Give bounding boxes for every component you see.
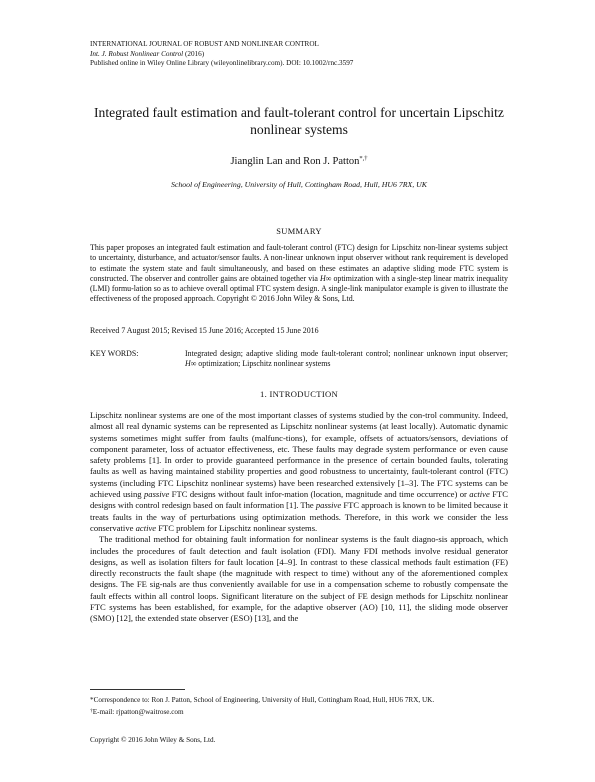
journal-doi-line: Published online in Wiley Online Library (wileyonlinelibrary.com). DOI: 10.1002/rnc.3597 <box>90 59 354 67</box>
section-heading-introduction: 1. INTRODUCTION <box>259 389 339 399</box>
footnote-email <box>90 706 508 718</box>
summary-heading: SUMMARY <box>276 227 322 236</box>
introduction-body <box>90 410 508 625</box>
paper-title: Integrated fault estimation and fault-tolerant control for uncertain Lipschitz nonlinear systems <box>94 105 504 137</box>
intro-p1-passive: passive <box>315 500 342 511</box>
keywords-text <box>185 349 508 370</box>
journal-citation <box>90 50 550 60</box>
summary-part-2: optimization with a single-step linear matrix inequality (LMI) formu-lation so as to achieve overall optimal FTC system design. A single-link manipulator example is given to illustrate the effectiveness of the proposed approach. Copyright © 2016 John Wiley & Sons, Ltd. <box>90 273 508 304</box>
intro-p1-text: FTC approach is known to be limited because it treats faults in the way of perturbations using optimization methods. Therefore, in this work we consider the less conservative <box>90 500 508 533</box>
keywords-hinf-symbol: H∞ <box>185 359 197 369</box>
intro-p1-text: FTC problem for Lipschitz nonlinear systems. <box>156 522 318 533</box>
journal-year: (2016) <box>183 49 205 58</box>
intro-p1-text: FTC designs with control redesign based on fault information [1]. The <box>90 489 508 511</box>
affiliation: School of Engineering, University of Hull, Cottingham Road, Hull, HU6 7RX, UK <box>171 180 427 189</box>
copyright-notice: Copyright © 2016 John Wiley & Sons, Ltd. <box>90 736 216 744</box>
author-names: Jianglin Lan and Ron J. Patton <box>230 156 360 167</box>
footnote-correspondence: *Correspondence to: Ron J. Patton, School of Engineering, University of Hull, Cottingham Road, Hull, HU6 7RX, UK. <box>90 696 435 704</box>
intro-p1-text: FTC designs without fault infor-mation (location, magnitude and time occurrence) or <box>169 489 470 500</box>
intro-paragraph-2: The traditional method for obtaining fault information for nonlinear systems is the fault diagno-sis approach, which includes the procedures of fault detection and fault isolation (FDI). Many FDI methods involve residual generator designs, as well as isolation filters for fault location [4–9]. In contrast to these classical methods fault estimation (FE) directly reconstructs the fault shape (the magnitude with respect to time) without any of the aforementioned complex designs. The FE sig-nals are thus conveniently available for use in a compensation scheme to robustly compensate the fault effects within all control loops. Significant literature on the subject of FE design methods for Lipschitz nonlinear FTC systems has been established, for example, for the adaptive observer (AO) [10, 11], the sliding mode observer (SMO) [12], the extended state observer (ESO) [13], and the <box>90 534 508 624</box>
footnote-email-mark: † <box>90 707 93 714</box>
keywords-part-2: optimization; Lipschitz nonlinear systems <box>196 359 331 369</box>
keywords-part-1: Integrated design; adaptive sliding mode fault-tolerant control; nonlinear unknown input observer; <box>185 349 508 358</box>
received-dates: Received 7 August 2015; Revised 15 June 2016; Accepted 15 June 2016 <box>90 326 319 335</box>
hinf-symbol: H∞ <box>320 273 332 283</box>
footnotes <box>90 695 508 717</box>
journal-header <box>90 40 550 69</box>
footnote-email-text: E-mail: rjpatton@waitrose.com <box>92 707 184 716</box>
summary-part-1: This paper proposes an integrated fault estimation and fault-tolerant control (FTC) design for Lipschitz non-linear systems subject to uncertainty, disturbance, and actuator/sensor faults. A non-linear unknown input observer without rank requirement is developed to estimate the system state and fault simultaneously, and based on these estimates an adaptive sliding mode FTC system is constructed. The observer and controller gains are obtained together via <box>90 243 508 283</box>
footnote-divider <box>90 689 185 690</box>
keywords-label: KEY WORDS: <box>90 349 139 358</box>
journal-name: INTERNATIONAL JOURNAL OF ROBUST AND NONLINEAR CONTROL <box>90 40 319 48</box>
intro-paragraph-1 <box>90 410 508 534</box>
journal-abbrev: Int. J. Robust Nonlinear Control <box>90 49 184 58</box>
author-list <box>90 155 508 167</box>
intro-p1-active: active <box>135 522 157 533</box>
author-marks: *,† <box>359 155 368 162</box>
intro-p1-active: active <box>469 489 490 500</box>
intro-p1-text: Lipschitz nonlinear systems are one of the most important classes of systems studied by the con-trol community. Indeed, almost all real dynamic systems can be represented as Lipschitz nonlinear systems (at least locally). Automatic dynamic systems sometimes might suffer from faults (malfunc-tions), for example, offsets of actuators/sensors, deviations of component parameter, loss of actuator effectiveness, etc. These faults may degrade system performance or even cause safety problems [1]. In order to provide guaranteed performance in the presence of certain bounded faults, tolerating faults as well as having maintained stability properties and good robustness to uncertainty, fault-tolerant control (FTC) systems (including FTC Lipschitz nonlinear systems) have been researched extensively [1–3]. The FTC systems can be achieved using <box>90 410 508 500</box>
intro-p1-passive: passive <box>143 489 170 500</box>
summary-text <box>90 243 508 305</box>
